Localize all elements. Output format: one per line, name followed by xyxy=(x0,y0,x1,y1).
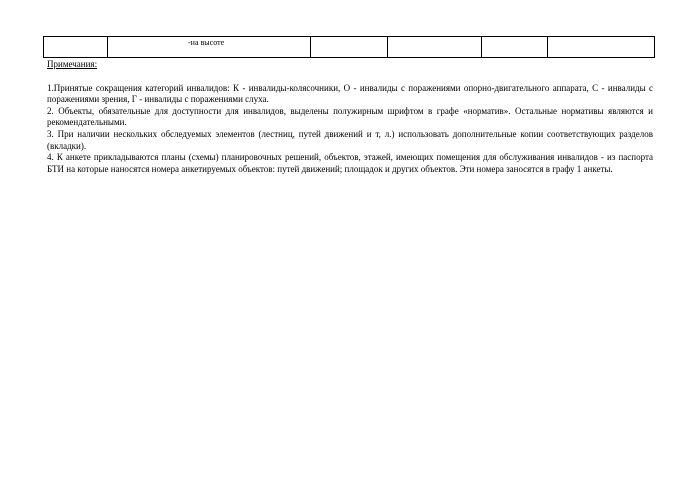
table-cell-empty xyxy=(548,37,655,58)
table-cell-number xyxy=(44,37,108,58)
row-label: -на высоте xyxy=(188,38,225,47)
survey-table xyxy=(43,36,655,58)
notes-heading: Примечания: xyxy=(47,59,98,69)
table-cell-empty xyxy=(311,37,388,58)
note-item: 3. При наличии нескольких обследуемых элементов (лестниц, путей движений и т, л.) использовать дополнительные копии соответствующих разделов (вкладки). xyxy=(47,128,653,151)
note-item: 4. К анкете прикладываются планы (схемы) планировочных решений, объектов, этажей, имеющих помещения для обслуживания инвалидов - из паспорта БТИ на которые наносятся номера анкетируемых объектов: путей движений; площадок и других объектов. Эти номера заносятся в графу 1 анкеты. xyxy=(47,152,653,174)
note-item: 2. Объекты, обязательные для доступности для инвалидов, выделены полужирным шрифтом в графе «норматив». Остальные нормативы являются и рекомендательными. xyxy=(47,105,653,128)
notes-section xyxy=(47,59,653,175)
table-cell-empty xyxy=(388,37,482,58)
table-cell-empty xyxy=(482,37,548,58)
table-cell-element xyxy=(108,37,311,58)
table-row xyxy=(44,37,655,58)
note-item: 1.Принятые сокращения категорий инвалидов: К - инвалиды-колясочники, О - инвалиды с поражениями опорно-двигательного аппарата, С - инвалиды с поражениями зрения, Г - инвалиды с поражениями слуха. xyxy=(47,82,653,105)
